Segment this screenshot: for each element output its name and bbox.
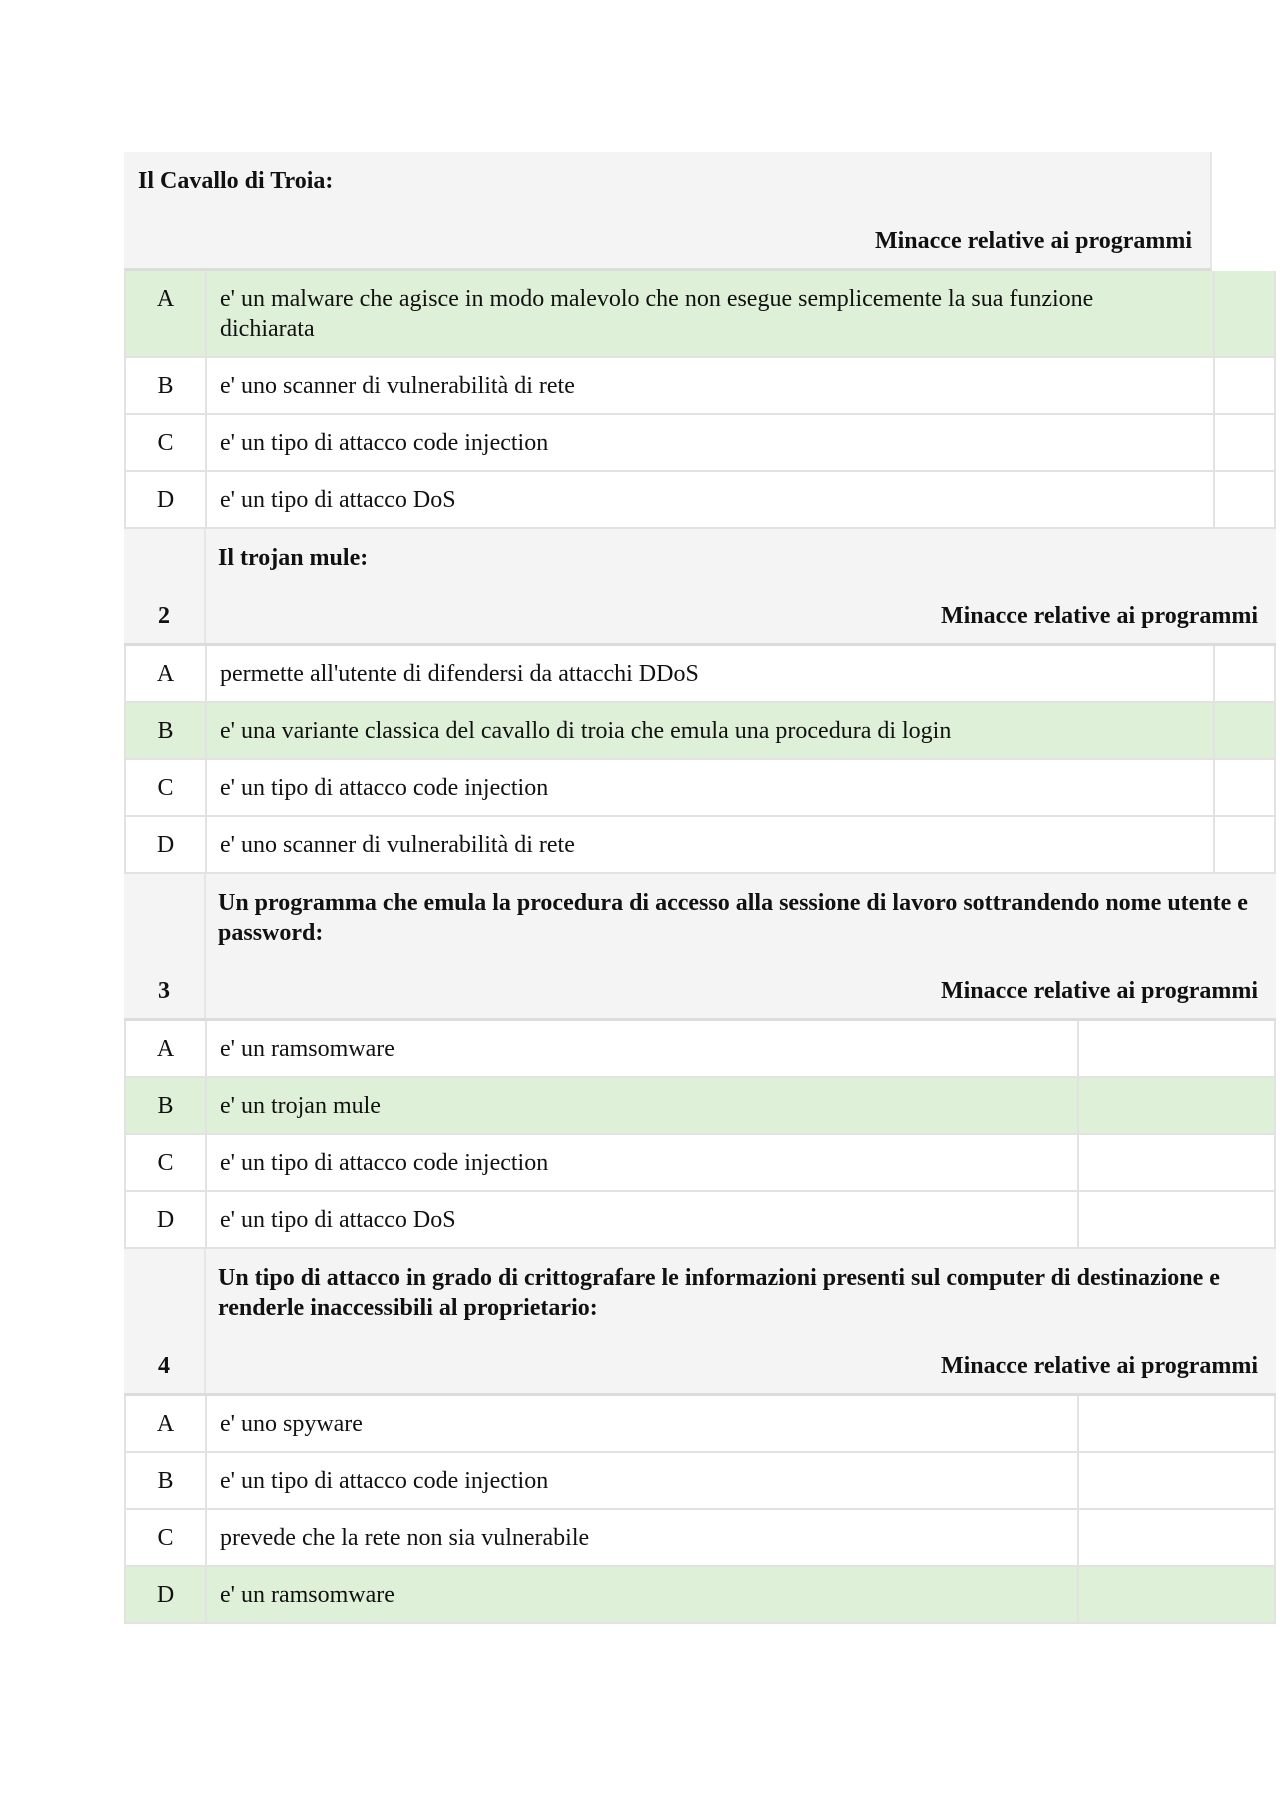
answer-text: e' un tipo di attacco code injection [220,775,549,801]
answer-text: e' una variante classica del cavallo di troia che emula una procedura di login [220,718,952,744]
answer-score-cell [1213,271,1276,356]
quiz-table [124,152,1276,1624]
answer-row[interactable] [124,817,1276,874]
answer-letter: D [126,1567,207,1622]
answer-score-cell [1077,1135,1276,1190]
answer-letter: C [126,760,207,815]
answer-letter: D [126,472,207,527]
answer-score-cell [1213,415,1276,470]
answer-letter: B [126,1078,207,1133]
answer-score-cell [1077,1078,1276,1133]
question-header [124,1249,1276,1396]
answer-score-cell [1213,817,1276,872]
question-category: Minacce relative ai programmi [874,228,1192,254]
answer-row[interactable] [124,1135,1276,1192]
answer-text: e' un malware che agisce in modo malevolo che non esegue semplicemente la sua funzione dichiarata [220,286,1094,342]
question-number: 2 [158,603,170,629]
answer-text: e' uno spyware [220,1411,363,1437]
question-text: Un tipo di attacco in grado di crittografare le informazioni presenti sul computer di destinazione e renderle inaccessibili al proprietario: [218,1265,1220,1321]
answer-row[interactable] [124,415,1276,472]
answer-row[interactable] [124,1078,1276,1135]
answer-score-cell [1213,703,1276,758]
question-text: Un programma che emula la procedura di accesso alla sessione di lavoro sottrandendo nome utente e password: [218,890,1248,946]
answer-row[interactable] [124,1453,1276,1510]
question-separator [204,874,206,1018]
answer-letter: D [126,817,207,872]
question-header [124,152,1212,271]
answer-score-cell [1077,1192,1276,1247]
question-category: Minacce relative ai programmi [940,978,1258,1004]
answer-row[interactable] [124,358,1276,415]
answer-row[interactable] [124,1510,1276,1567]
answer-text: e' un tipo di attacco code injection [220,1150,549,1176]
answer-text: e' uno scanner di vulnerabilità di rete [220,373,575,399]
answer-text: prevede che la rete non sia vulnerabile [220,1525,590,1551]
question-header [124,874,1276,1021]
answer-score-cell [1077,1396,1276,1451]
answer-letter: B [126,703,207,758]
question-number: 4 [158,1353,170,1379]
answer-letter: C [126,1135,207,1190]
question-block-1 [124,152,1276,529]
answer-row[interactable] [124,472,1276,529]
answer-letter: B [126,1453,207,1508]
answer-text: e' un tipo di attacco DoS [220,1207,456,1233]
answer-letter: A [126,1021,207,1076]
answer-row[interactable] [124,1396,1276,1453]
question-text: Il Cavallo di Troia: [138,168,334,194]
answer-text: e' un tipo di attacco DoS [220,487,456,513]
answer-score-cell [1077,1567,1276,1622]
answer-score-cell [1213,358,1276,413]
answer-letter: A [126,646,207,701]
answer-letter: B [126,358,207,413]
question-category: Minacce relative ai programmi [940,1353,1258,1379]
answer-text: e' un tipo di attacco code injection [220,1468,549,1494]
answer-score-cell [1077,1453,1276,1508]
question-separator [204,1249,206,1393]
answer-row[interactable] [124,271,1276,358]
question-block-4 [124,1249,1276,1624]
answer-row[interactable] [124,1567,1276,1624]
answer-text: e' un ramsomware [220,1036,395,1062]
answer-text: e' un trojan mule [220,1093,381,1119]
answer-text: e' uno scanner di vulnerabilità di rete [220,832,575,858]
answer-letter: D [126,1192,207,1247]
answer-row[interactable] [124,703,1276,760]
answer-text: e' un tipo di attacco code injection [220,430,549,456]
answer-score-cell [1213,472,1276,527]
question-category: Minacce relative ai programmi [940,603,1258,629]
answer-text: permette all'utente di difendersi da attacchi DDoS [220,661,699,687]
answer-letter: C [126,1510,207,1565]
question-block-3 [124,874,1276,1249]
answer-text: e' un ramsomware [220,1582,395,1608]
answer-letter: A [126,1396,207,1451]
answer-score-cell [1077,1510,1276,1565]
answer-row[interactable] [124,1021,1276,1078]
answer-row[interactable] [124,1192,1276,1249]
question-block-2 [124,529,1276,874]
question-number: 3 [158,978,170,1004]
answer-score-cell [1213,760,1276,815]
answer-row[interactable] [124,760,1276,817]
answer-letter: A [126,271,207,356]
answer-letter: C [126,415,207,470]
question-separator [204,529,206,643]
answer-score-cell [1213,646,1276,701]
answer-row[interactable] [124,646,1276,703]
question-text: Il trojan mule: [218,545,369,571]
answer-score-cell [1077,1021,1276,1076]
question-header [124,529,1276,646]
